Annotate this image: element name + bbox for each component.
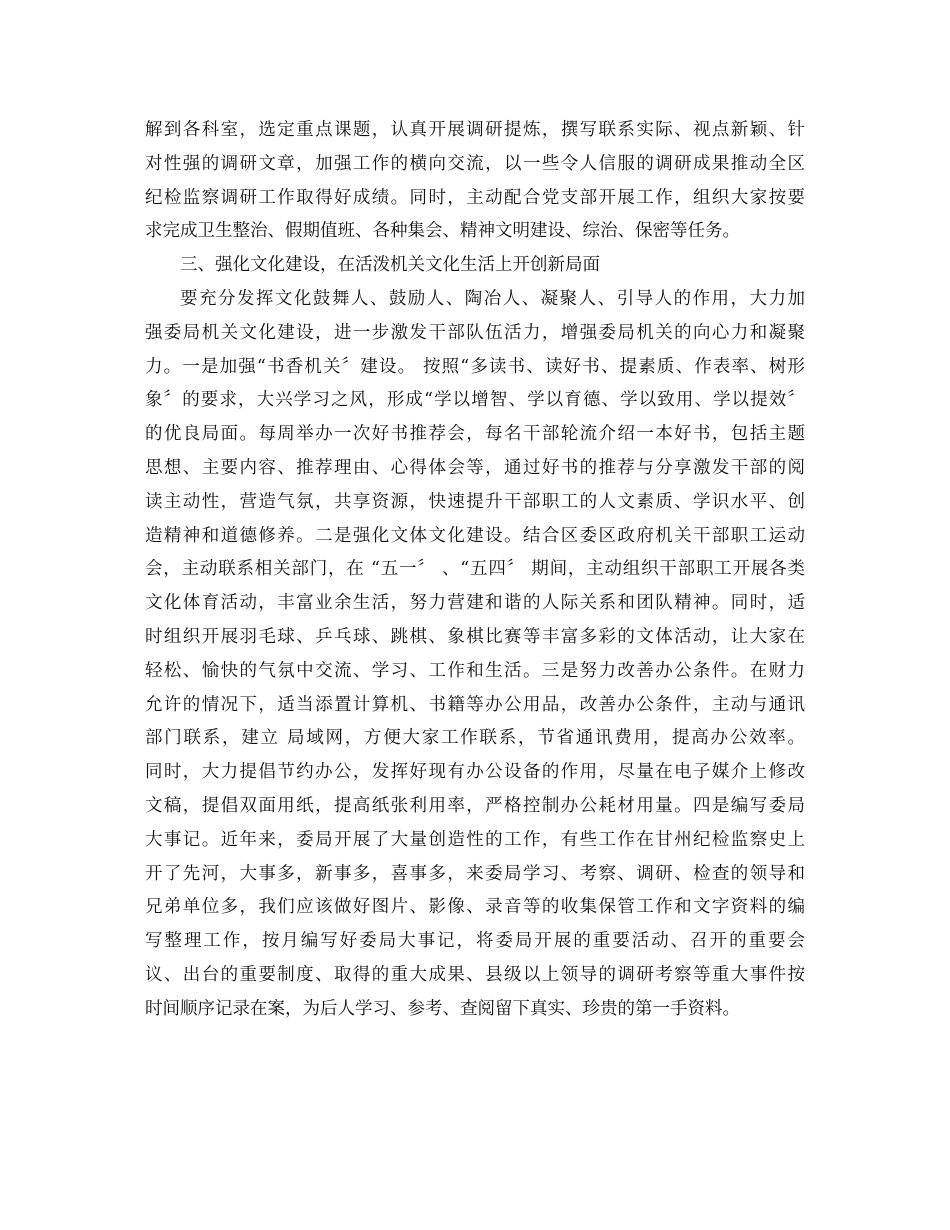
paragraph-line: 文化体育活动，丰富业余生活，努力营建和谐的人际关系和团队精神。同时，适 [145,593,805,614]
paragraph-line: 部门联系，建立 局域网，方便大家工作联系，节省通讯费用，提高办公效率。 [145,728,805,749]
paragraph-line: 时间顺序记录在案，为后人学习、参考、查阅留下真实、珍贵的第一手资料。 [145,998,740,1019]
paragraph-line: 大事记。近年来，委局开展了大量创造性的工作，有些工作在甘州纪检监察史上 [145,829,805,850]
paragraph-line: 力。一是加强“书香机关〞建设。 按照“多读书、读好书、提素质、作表率、树形 [145,356,805,377]
paragraph-line: 写整理工作，按月编写好委局大事记，将委局开展的重要活动、召开的重要会 [145,931,805,952]
section-heading: 三、强化文化建设，在活泼机关文化生活上开创新局面 [180,255,600,276]
paragraph-line: 会，主动联系相关部门，在 “五一〞 、“五四〞 期间，主动组织干部职工开展各类 [145,559,805,580]
paragraph-line: 要充分发挥文化鼓舞人、鼓励人、陶冶人、凝聚人、引导人的作用，大力加 [180,288,805,309]
paragraph-line: 思想、主要内容、推荐理由、心得体会等，通过好书的推荐与分享激发干部的阅 [145,457,805,478]
paragraph-line: 象〞的要求，大兴学习之风，形成“学以增智、学以育德、学以致用、学以提效〞 [145,390,805,411]
paragraph-line: 解到各科室，选定重点课题，认真开展调研提炼，撰写联系实际、视点新颖、针 [145,120,805,140]
paragraph-line: 轻松、愉快的气氛中交流、学习、工作和生活。三是努力改善办公条件。在财力 [145,660,805,681]
paragraph-line: 允许的情况下，适当添置计算机、书籍等办公用品，改善办公条件，主动与通讯 [145,694,805,715]
paragraph-line: 文稿，提倡双面用纸，提高纸张利用率，严格控制办公耗材用量。四是编写委局 [145,795,805,816]
document-body [145,114,805,1027]
paragraph-line: 造精神和道德修养。二是强化文体文化建设。结合区委区政府机关干部职工运动 [145,525,805,546]
paragraph-line: 对性强的调研文章，加强工作的横向交流，以一些令人信服的调研成果推动全区 [145,153,805,174]
paragraph-line: 强委局机关文化建设，进一步激发干部队伍活力，增强委局机关的向心力和凝聚 [145,322,805,343]
paragraph-line: 读主动性，营造气氛，共享资源，快速提升干部职工的人文素质、学识水平、创 [145,491,805,512]
paragraph-line: 的优良局面。每周举办一次好书推荐会，每名干部轮流介绍一本好书，包括主题 [145,424,805,445]
paragraph-line: 时组织开展羽毛球、乒乓球、跳棋、象棋比赛等丰富多彩的文体活动，让大家在 [145,626,805,647]
paragraph-line: 纪检监察调研工作取得好成绩。同时，主动配合党支部开展工作，组织大家按要 [145,187,805,208]
paragraph-line: 兄弟单位多，我们应该做好图片、影像、录音等的收集保管工作和文字资料的编 [145,897,805,918]
paragraph-line: 开了先河，大事多，新事多，喜事多，来委局学习、考察、调研、检查的领导和 [145,863,805,884]
paragraph-line: 同时，大力提倡节约办公，发挥好现有办公设备的作用，尽量在电子媒介上修改 [145,762,805,783]
paragraph-line: 求完成卫生整治、假期值班、各种集会、精神文明建设、综治、保密等任务。 [145,221,740,242]
paragraph-line: 议、出台的重要制度、取得的重大成果、县级以上领导的调研考察等重大事件按 [145,964,805,985]
